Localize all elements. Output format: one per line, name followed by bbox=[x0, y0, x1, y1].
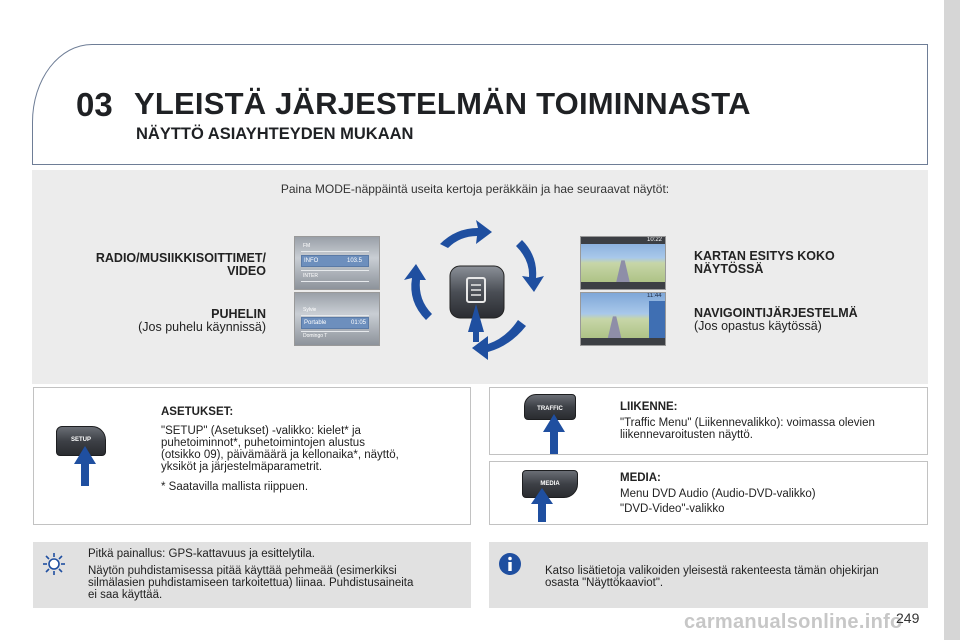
label-map-line1: KARTAN ESITYS KOKO bbox=[694, 249, 835, 263]
setup-note: * Saatavilla mallista riippuen. bbox=[161, 481, 309, 493]
rotate-arrow-icon bbox=[440, 220, 492, 248]
traffic-button[interactable]: TRAFFIC bbox=[524, 394, 576, 420]
label-map-line2: NÄYTÖSSÄ bbox=[694, 262, 764, 276]
pointer-arrow-icon bbox=[531, 488, 553, 522]
media-line2: "DVD-Video"-valikko bbox=[620, 503, 725, 515]
pointer-arrow-icon bbox=[543, 414, 565, 454]
label-nav-title: NAVIGOINTIJÄRJESTELMÄ bbox=[694, 306, 858, 320]
mode-cycle-diagram bbox=[396, 214, 572, 374]
rotate-arrow-icon bbox=[516, 240, 544, 292]
label-nav bbox=[694, 307, 914, 333]
page-title: YLEISTÄ JÄRJESTELMÄN TOIMINNASTA bbox=[134, 86, 751, 121]
traffic-line2: liikennevaroitusten näyttö. bbox=[620, 429, 753, 441]
page-edge-bar bbox=[944, 0, 960, 640]
setup-line2: puhetoiminnot*, puhetoimintojen alustus bbox=[161, 437, 365, 449]
media-title: MEDIA: bbox=[620, 472, 661, 484]
screen-phone: Sylvie Portable 01:05 Domingo T bbox=[294, 292, 380, 346]
label-phone-title: PUHELIN bbox=[211, 307, 266, 321]
tips-line3: silmälasien puhdistamiseen tarkoitettua) liinaa. Puhdistusaineita bbox=[88, 577, 414, 589]
info-icon bbox=[498, 552, 522, 576]
pointer-arrow-icon bbox=[74, 446, 96, 486]
label-radio-line1: RADIO/MUSIIKKISOITTIMET/ bbox=[95, 251, 266, 265]
info-line1: Katso lisätietoja valikoiden yleisestä rakenteesta tämän ohjekirjan bbox=[545, 565, 879, 577]
info-line2: osasta "Näyttökaaviot". bbox=[545, 577, 664, 589]
media-line1: Menu DVD Audio (Audio-DVD-valikko) bbox=[620, 488, 816, 500]
label-radio-line2: VIDEO bbox=[227, 264, 266, 278]
tips-line1: Pitkä painallus: GPS-kattavuus ja esittelytila. bbox=[88, 548, 315, 560]
setup-line1: "SETUP" (Asetukset) -valikko: kielet* ja bbox=[161, 425, 361, 437]
tips-line2: Näytön puhdistamisessa pitää käyttää pehmeää (esimerkiksi bbox=[88, 565, 397, 577]
setup-title: ASETUKSET: bbox=[161, 406, 234, 418]
label-map bbox=[694, 250, 914, 276]
setup-button[interactable]: SETUP bbox=[56, 426, 106, 456]
media-button[interactable]: MEDIA bbox=[522, 470, 578, 498]
screen-radio: FM INFO 103.5 INTER bbox=[294, 236, 380, 290]
page-subtitle: NÄYTTÖ ASIAYHTEYDEN MUKAAN bbox=[136, 125, 414, 143]
mode-intro-text: Paina MODE-näppäintä useita kertoja peräkkäin ja hae seuraavat näytöt: bbox=[280, 182, 670, 196]
label-nav-sub: (Jos opastus käytössä) bbox=[694, 319, 822, 333]
setup-line4: yksiköt ja järjestelmäparametrit. bbox=[161, 461, 323, 473]
label-radio bbox=[60, 252, 266, 278]
label-phone-sub: (Jos puhelu käynnissä) bbox=[138, 320, 266, 334]
tips-line4: ei saa käyttää. bbox=[88, 589, 163, 601]
screen-navigation: 11:44 bbox=[580, 292, 666, 346]
label-phone bbox=[60, 308, 266, 334]
page-number: 249 bbox=[896, 610, 920, 626]
watermark: carmanualsonline.info bbox=[684, 611, 903, 633]
screen-map: 10:22 bbox=[580, 236, 666, 290]
traffic-title: LIIKENNE: bbox=[620, 401, 678, 413]
sun-icon bbox=[42, 552, 66, 576]
chapter-number: 03 bbox=[76, 86, 113, 123]
traffic-line1: "Traffic Menu" (Liikennevalikko): voimassa olevien bbox=[620, 417, 875, 429]
rotate-arrow-icon bbox=[404, 264, 432, 320]
nav-turn-panel bbox=[649, 301, 665, 341]
setup-line3: (otsikko 09), päivämäärä ja kellonaika*, näyttö, bbox=[161, 449, 399, 461]
